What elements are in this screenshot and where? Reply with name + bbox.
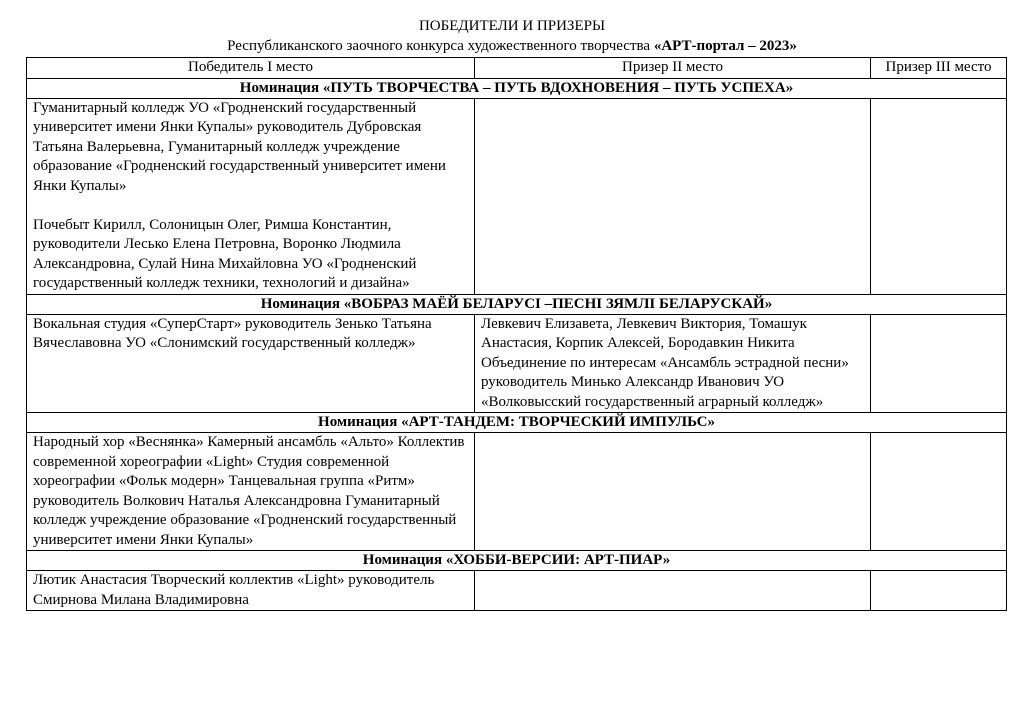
subtitle-text: Республиканского заочного конкурса художественного творчества — [227, 38, 654, 54]
header-row — [27, 58, 1007, 79]
second-place-cell — [475, 98, 871, 294]
second-place-cell — [475, 433, 871, 551]
document-subtitle — [0, 37, 1024, 55]
second-place-cell — [475, 571, 871, 611]
document-title: ПОБЕДИТЕЛИ И ПРИЗЕРЫ — [418, 18, 606, 34]
third-place-cell — [871, 98, 1007, 294]
header-third-place: Призер III место — [871, 58, 1007, 79]
first-place-cell — [27, 98, 475, 294]
subtitle-contest-name: «АРТ-портал – 2023» — [653, 38, 797, 54]
nomination-title: Номинация «ПУТЬ ТВОРЧЕСТВА – ПУТЬ ВДОХНОВЕНИЯ – ПУТЬ УСПЕХА» — [27, 78, 1007, 98]
header-second-place: Призер II место — [475, 58, 871, 79]
third-place-cell — [871, 314, 1007, 413]
first-place-cell: Народный хор «Веснянка» Камерный ансамбль «Альто» Коллектив современной хореографии «Light» Студия современной хореографии «Фольк модерн» Танцевальная группа «Ритм» руководитель Волкович Наталья Александровна Гуманитарный колледж учреждение образование «Гродненский государственный университет имени Янки Купалы» — [27, 433, 475, 551]
nomination-title: Номинация «АРТ-ТАНДЕМ: ТВОРЧЕСКИЙ ИМПУЛЬС» — [27, 413, 1007, 433]
second-place-cell: Левкевич Елизавета, Левкевич Виктория, Томашук Анастасия, Корпик Алексей, Бородавкин Никита Объединение по интересам «Ансамбль эстрадной песни» руководитель Минько Александр Иванович УО «Волковысский государственный аграрный колледж» — [475, 314, 871, 413]
third-place-cell — [871, 433, 1007, 551]
table-row — [27, 571, 1007, 611]
table-row — [27, 98, 1007, 294]
first-place-entry: Гуманитарный колледж УО «Гродненский государственный университет имени Янки Купалы» руководитель Дубровская Татьяна Валерьевна, Гуманитарный колледж учреждение образование «Гродненский государственный университет имени Янки Купалы» — [33, 99, 446, 194]
nomination-title: Номинация «ХОББИ-ВЕРСИИ: АРТ-ПИАР» — [27, 551, 1007, 571]
nomination-title: Номинация «ВОБРАЗ МАЁЙ БЕЛАРУСІ –ПЕСНІ ЗЯМЛІ БЕЛАРУСКАЙ» — [27, 294, 1007, 314]
winners-table — [26, 57, 1007, 611]
nomination-row — [27, 294, 1007, 314]
nomination-row — [27, 413, 1007, 433]
table-row — [27, 433, 1007, 551]
first-place-entry: Почебыт Кирилл, Солоницын Олег, Римша Константин, руководители Лесько Елена Петровна, Воронко Людмила Александровна, Сулай Нина Михайловна УО «Гродненский государственный колледж техники, технологий и дизайна» — [33, 216, 417, 291]
first-place-cell: Лютик Анастасия Творческий коллектив «Light» руководитель Смирнова Милана Владимировна — [27, 571, 475, 611]
header-first-place: Победитель I место — [27, 58, 475, 79]
table-row — [27, 314, 1007, 413]
first-place-cell: Вокальная студия «СуперСтарт» руководитель Зенько Татьяна Вячеславовна УО «Слонимский государственный колледж» — [27, 314, 475, 413]
third-place-cell — [871, 571, 1007, 611]
nomination-row — [27, 78, 1007, 98]
nomination-row — [27, 551, 1007, 571]
